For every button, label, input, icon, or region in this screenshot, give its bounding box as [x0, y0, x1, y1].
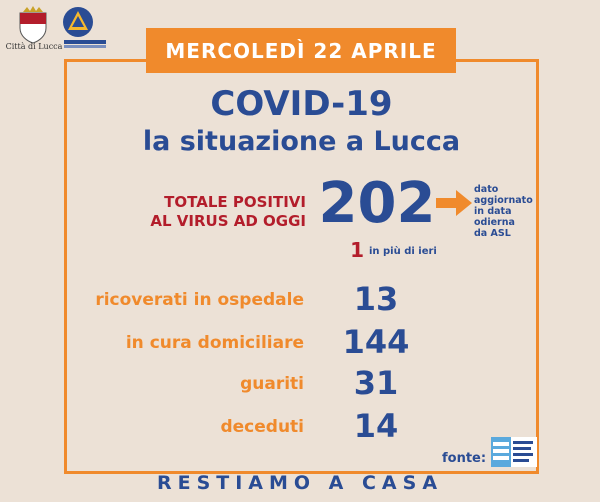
stat-value-hospitalized: 13 — [353, 280, 399, 318]
stat-label-recovered: guariti — [240, 374, 304, 394]
ssn-logo-icon — [491, 437, 537, 467]
lucca-emblem-icon — [15, 4, 51, 44]
arrow-right-icon — [436, 190, 472, 216]
stat-value-home-care: 144 — [342, 323, 410, 361]
source-label: fonte: — [442, 451, 487, 466]
asl-note-line2: aggiornato — [474, 195, 533, 206]
city-logo-text: Città di Lucca — [5, 42, 63, 51]
asl-update-note — [474, 184, 546, 239]
total-label-line1: TOTALE POSITIVI — [164, 193, 306, 211]
civil-protection-icon — [60, 4, 108, 50]
total-label-line2: AL VIRUS AD OGGI — [150, 212, 306, 230]
stat-value-deceased: 14 — [353, 407, 399, 445]
footer-slogan: RESTIAMO A CASA — [156, 472, 444, 494]
stat-label-deceased: deceduti — [220, 417, 304, 437]
asl-note-line1: dato — [474, 184, 499, 195]
page-subtitle: la situazione a Lucca — [142, 126, 461, 157]
total-positives-value: 202 — [318, 171, 436, 236]
daily-increase-value: 1 — [350, 238, 364, 262]
stat-label-hospitalized: ricoverati in ospedale — [95, 290, 304, 310]
stat-value-recovered: 31 — [353, 364, 399, 402]
asl-note-line5: da ASL — [474, 228, 511, 239]
date-banner: MERCOLEDÌ 22 APRILE — [146, 28, 456, 73]
stat-label-home-care: in cura domiciliare — [125, 333, 304, 353]
asl-note-line4: odierna — [474, 217, 515, 228]
total-positives-label — [110, 193, 306, 231]
daily-increase-label: in più di ieri — [369, 246, 437, 257]
page-title: COVID-19 — [210, 84, 393, 124]
asl-note-line3: in data — [474, 206, 512, 217]
